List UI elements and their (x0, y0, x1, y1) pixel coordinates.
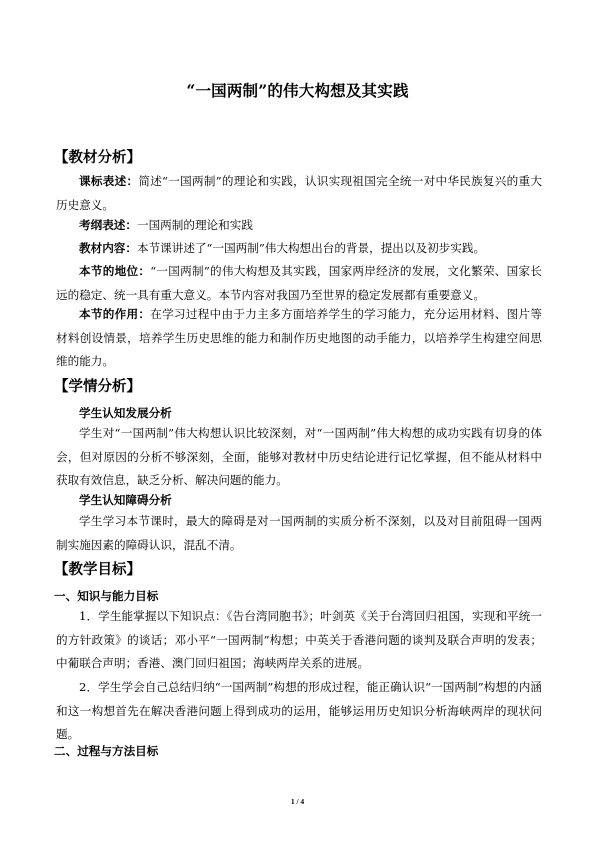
curriculum-statement-paragraph (56, 170, 542, 217)
page-number: 1 / 4 (290, 797, 305, 806)
cognitive-obstacle-text: 学生学习本节课时，最大的障碍是对一国两制的实质分析不深刻，以及对目前阻碍一国两制实施因素的障碍认识，混乱不清。 (56, 514, 542, 552)
cognitive-obstacle-title: 学生认知障碍分析 (79, 493, 172, 507)
exam-outline-label: 考纲表述： (79, 218, 137, 232)
cognitive-development-text: 学生对“一国两制”伟大构想认识比较深刻，对“一国两制”伟大构想的成功实践有切身的体会，但对原因的分析不够深刻，全面，能够对教材中历史结论进行记忆掌握，但不能从材料中获取有效信息，缺乏分析、解决问题的能力。 (56, 426, 542, 487)
section-heading-learner-analysis: 【学情分析】 (54, 378, 141, 395)
section-status-label: 本节的地位： (79, 264, 151, 278)
section-heading-textbook-analysis: 【教材分析】 (54, 149, 141, 166)
page-title: “一国两制”的伟大构想及其实践 (186, 81, 409, 100)
section-heading-teaching-goals: 【教学目标】 (54, 561, 141, 578)
exam-outline-paragraph (56, 214, 542, 238)
goal-item-1: 1．学生能掌握以下知识点：《告台湾同胞书》；叶剑英《关于台湾回归祖国，实现和平统一的方针政策》的谈话；邓小平“一国两制”构想；中英关于香港问题的谈判及联合声明的发表；中葡联合声明；香港、澳门回归祖国；海峡两岸关系的进展。 (56, 609, 542, 670)
section-status-text: “一国两制”的伟大构想及其实践，国家两岸经济的发展，文化繁荣、国家长远的稳定、统一具有重大意义。本节内容对我国乃至世界的稳定发展都有重要意义。 (56, 264, 542, 302)
knowledge-ability-goal-title: 一、知识与能力目标 (54, 589, 159, 603)
section-role-label: 本节的作用： (79, 307, 151, 321)
textbook-content-paragraph (56, 237, 542, 261)
goal-item-2: 2．学生学会自己总结归纳“一国两制”构想的形成过程，能正确认识“一国两制”构想的内涵和这一构想首先在解决香港问题上得到成功的运用，能够运用历史知识分析海峡两岸的现状问题。 (56, 680, 542, 741)
section-role-text: 在学习过程中由于力主多方面培养学生的学习能力，充分运用材料、图片等材料创设情景，培养学生历史思维的能力和制作历史地图的动手能力，以培养学生构建空间思维的能力。 (56, 307, 542, 368)
exam-outline-text: 一国两制的理论和实践 (136, 218, 253, 232)
textbook-content-label: 教材内容： (79, 241, 137, 255)
process-method-goal-title: 二、过程与方法目标 (54, 744, 159, 758)
section-status-paragraph (56, 260, 542, 307)
textbook-content-text: 本节课讲述了“一国两制”伟大构想出台的背景，提出以及初步实践。 (136, 241, 486, 255)
cognitive-development-title: 学生认知发展分析 (79, 406, 172, 420)
curriculum-statement-label: 课标表述： (79, 174, 139, 188)
section-role-paragraph (56, 303, 542, 374)
curriculum-statement-text: 简述“一国两制”的理论和实践，认识实现祖国完全统一对中华民族复兴的重大历史意义。 (56, 174, 542, 212)
